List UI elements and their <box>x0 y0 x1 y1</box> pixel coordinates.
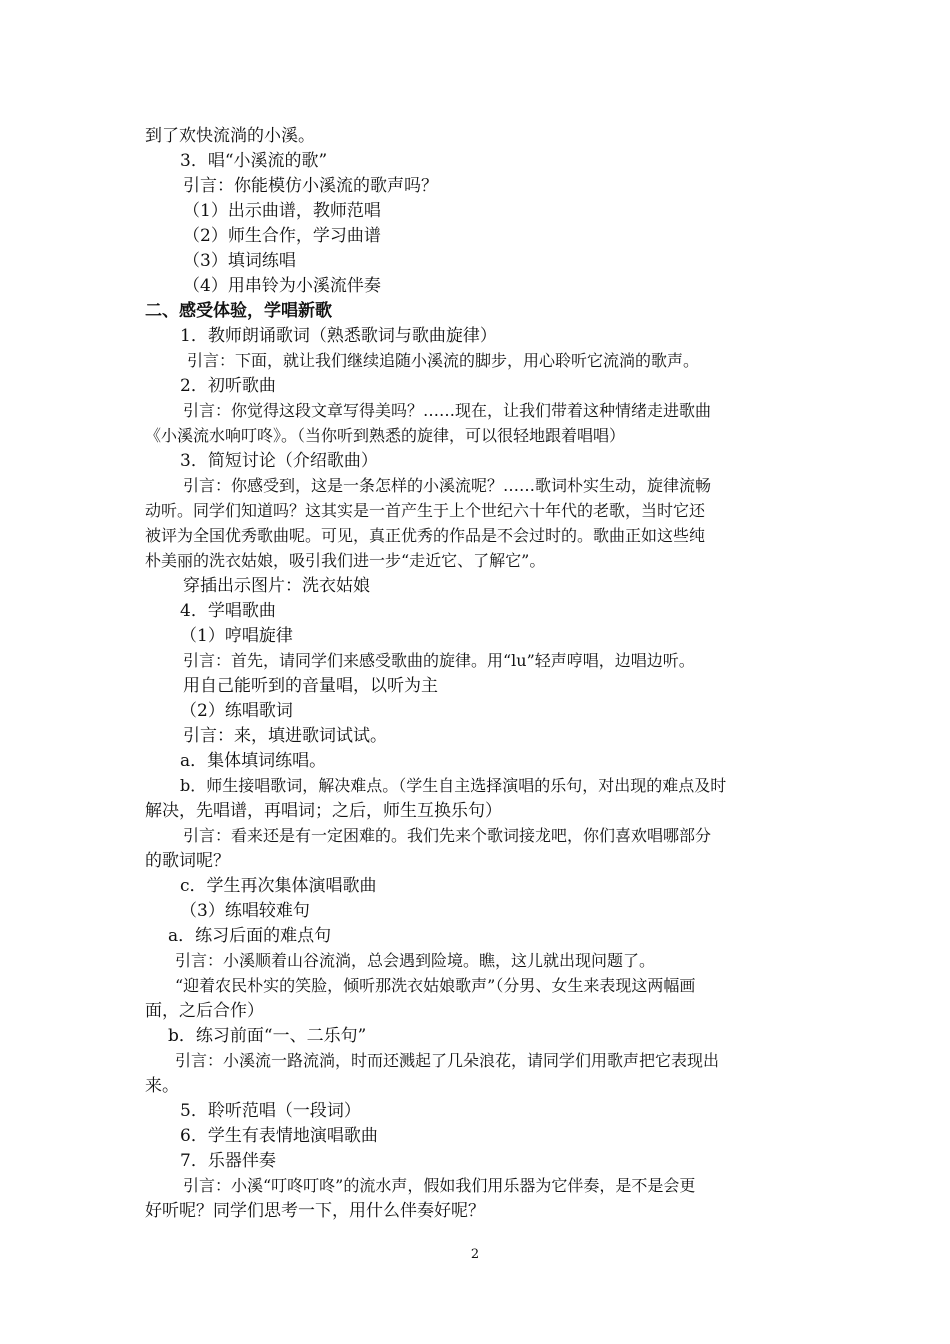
text-line: 引言：看来还是有一定困难的。我们先来个歌词接龙吧，你们喜欢唱哪部分 <box>183 826 712 845</box>
text-line: 2．初听歌曲 <box>180 376 276 396</box>
text-line: 6．学生有表情地演唱歌曲 <box>180 1126 378 1146</box>
text-line: b．练习前面“一、二乐句” <box>168 1026 367 1046</box>
text-line: 好听呢？同学们思考一下，用什么伴奏好呢？ <box>145 1201 485 1221</box>
text-line: 解决，先唱谱，再唱词；之后，师生互换乐句） <box>145 801 502 821</box>
text-line: 7．乐器伴奏 <box>180 1151 276 1171</box>
text-line: （3）练唱较难句 <box>180 901 310 921</box>
text-line: 5．聆听范唱（一段词） <box>180 1101 361 1121</box>
text-line: 引言：来，填进歌词试试。 <box>183 726 387 746</box>
text-line: 到了欢快流淌的小溪。 <box>145 126 315 146</box>
text-line: 3．唱“小溪流的歌” <box>180 151 328 171</box>
text-line: 4．学唱歌曲 <box>180 601 276 621</box>
text-line: （3）填词练唱 <box>183 251 296 271</box>
text-line: 来。 <box>145 1076 179 1096</box>
text-line: 3．简短讨论（介绍歌曲） <box>180 451 378 471</box>
text-line: （1）出示曲谱，教师范唱 <box>183 201 381 221</box>
text-line: 引言：小溪流一路流淌，时而还溅起了几朵浪花，请同学们用歌声把它表现出 <box>175 1051 720 1070</box>
text-line: 引言：小溪“叮咚叮咚”的流水声，假如我们用乐器为它伴奏，是不是会更 <box>183 1176 696 1195</box>
text-line: a．集体填词练唱。 <box>180 751 327 771</box>
text-line: 面，之后合作） <box>145 1001 264 1021</box>
text-line: （2）师生合作，学习曲谱 <box>183 226 381 246</box>
text-line: （4）用串铃为小溪流伴奏 <box>183 276 381 296</box>
text-line: 用自己能听到的音量唱，以听为主 <box>183 676 438 696</box>
text-line: 引言：你觉得这段文章写得美吗？……现在，让我们带着这种情绪走进歌曲 <box>183 401 712 420</box>
text-line: （2）练唱歌词 <box>180 701 293 721</box>
text-line: c．学生再次集体演唱歌曲 <box>180 876 377 896</box>
text-line: 引言：首先，请同学们来感受歌曲的旋律。用“lu”轻声哼唱，边唱边听。 <box>183 651 695 670</box>
text-line: 引言：下面，就让我们继续追随小溪流的脚步，用心聆听它流淌的歌声。 <box>187 351 700 370</box>
text-line: 引言：你能模仿小溪流的歌声吗？ <box>183 176 438 196</box>
text-line: 被评为全国优秀歌曲呢。可见，真正优秀的作品是不会过时的。歌曲正如这些纯 <box>145 526 706 545</box>
text-line: 引言：小溪顺着山谷流淌，总会遇到险境。瞧，这儿就出现问题了。 <box>175 951 656 970</box>
section-heading: 二、感受体验，学唱新歌 <box>145 301 332 321</box>
text-line: （1）哼唱旋律 <box>180 626 293 646</box>
text-line: “迎着农民朴实的笑脸，倾听那洗衣姑娘歌声”（分男、女生来表现这两幅画 <box>175 976 696 995</box>
text-line: 动听。同学们知道吗？这其实是一首产生于上个世纪六十年代的老歌，当时它还 <box>145 501 706 520</box>
text-line: 1．教师朗诵歌词（熟悉歌词与歌曲旋律） <box>180 326 497 346</box>
text-line: 引言：你感受到，这是一条怎样的小溪流呢？……歌词朴实生动，旋律流畅 <box>183 476 712 495</box>
text-line: b．师生接唱歌词，解决难点。（学生自主选择演唱的乐句，对出现的难点及时 <box>180 776 727 795</box>
text-line: 《小溪流水响叮咚》。（当你听到熟悉的旋律，可以很轻地跟着唱唱） <box>145 426 626 445</box>
text-line: 朴美丽的洗衣姑娘，吸引我们进一步“走近它、了解它”。 <box>145 551 546 570</box>
text-line: 穿插出示图片：洗衣姑娘 <box>183 576 370 596</box>
text-line: a．练习后面的难点句 <box>168 926 332 946</box>
text-line: 的歌词呢？ <box>145 851 230 871</box>
page-number: 2 <box>470 1247 480 1262</box>
